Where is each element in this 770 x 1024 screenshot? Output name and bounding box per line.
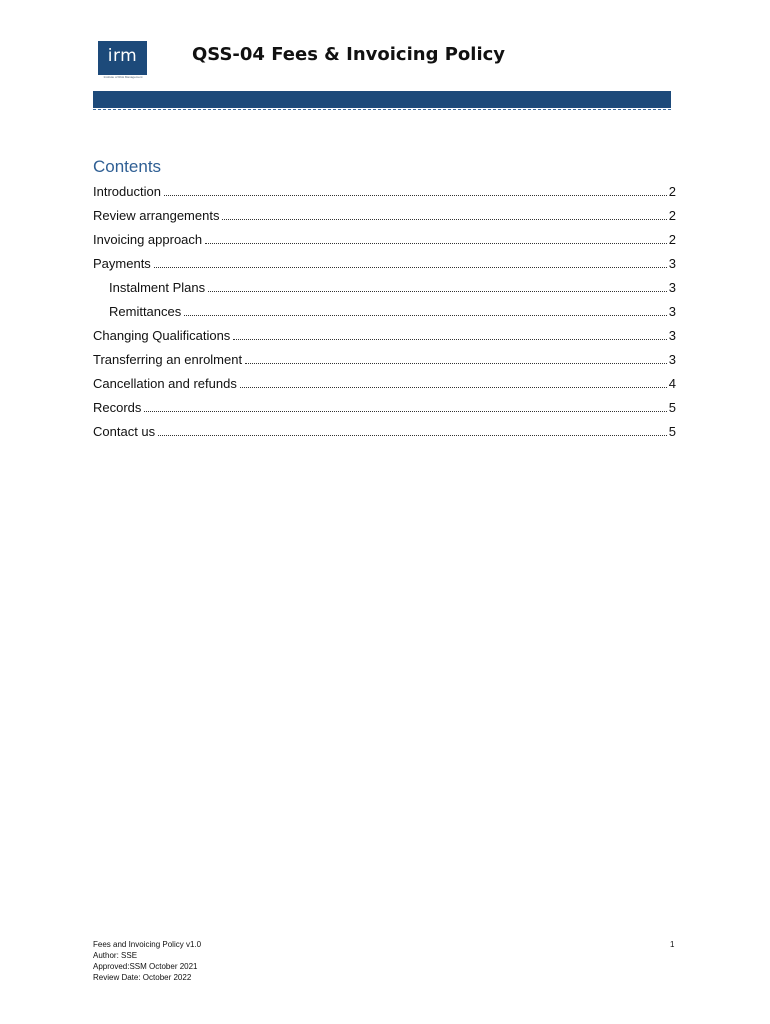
- logo-subtext: Institute of Risk Management: [103, 75, 143, 79]
- toc-label: Cancellation and refunds: [93, 376, 237, 391]
- toc-page: 3: [668, 352, 676, 367]
- toc-item-instalment-plans[interactable]: [93, 276, 678, 300]
- logo-text: irm: [107, 46, 138, 66]
- toc-leader: [245, 362, 667, 364]
- toc-item-records[interactable]: [93, 396, 678, 420]
- toc-label: Payments: [93, 256, 151, 271]
- toc-page: 5: [668, 424, 676, 439]
- toc-page: 3: [668, 304, 676, 319]
- toc-label: Transferring an enrolment: [93, 352, 243, 367]
- toc-item-cancellation-and-refunds[interactable]: [93, 372, 678, 396]
- toc-leader: [158, 434, 667, 436]
- toc-page: 3: [668, 256, 676, 271]
- toc-item-remittances[interactable]: [93, 300, 678, 324]
- toc-page: 4: [668, 376, 676, 391]
- document-title: QSS-04 Fees & Invoicing Policy: [192, 44, 506, 65]
- page-number: 1: [670, 940, 675, 949]
- toc-item-changing-qualifications[interactable]: [93, 324, 678, 348]
- toc-item-transferring-an-enrolment[interactable]: [93, 348, 678, 372]
- toc-leader: [154, 266, 667, 268]
- toc-page: 2: [668, 208, 676, 223]
- toc-label: Review arrangements: [93, 208, 220, 223]
- toc-label: Remittances: [109, 304, 182, 319]
- toc-leader: [222, 218, 666, 220]
- toc-label: Contact us: [93, 424, 156, 439]
- toc-page: 2: [668, 184, 676, 199]
- toc-item-introduction[interactable]: [93, 180, 678, 204]
- toc-item-invoicing-approach[interactable]: [93, 228, 678, 252]
- footer-review-date: Review Date: October 2022: [93, 973, 192, 982]
- toc-leader: [205, 242, 667, 244]
- toc-item-payments[interactable]: [93, 252, 678, 276]
- toc-leader: [144, 410, 666, 412]
- toc-page: 3: [668, 280, 676, 295]
- header-rule: [93, 109, 671, 112]
- footer-author: Author: SSE: [93, 951, 138, 960]
- table-of-contents: [93, 180, 678, 444]
- toc-label: Introduction: [93, 184, 161, 199]
- footer: [93, 939, 201, 983]
- toc-leader: [233, 338, 666, 340]
- toc-leader: [208, 290, 667, 292]
- toc-leader: [184, 314, 667, 316]
- toc-leader: [164, 194, 667, 196]
- toc-page: 2: [668, 232, 676, 247]
- toc-label: Records: [93, 400, 142, 415]
- header-bar: [93, 91, 671, 108]
- toc-page: 5: [668, 400, 676, 415]
- irm-logo: [98, 41, 147, 75]
- footer-document-version: Fees and Invoicing Policy v1.0: [93, 940, 202, 949]
- toc-label: Instalment Plans: [109, 280, 206, 295]
- toc-label: Changing Qualifications: [93, 328, 231, 343]
- toc-page: 3: [668, 328, 676, 343]
- toc-item-contact-us[interactable]: [93, 420, 678, 444]
- toc-item-review-arrangements[interactable]: [93, 204, 678, 228]
- toc-label: Invoicing approach: [93, 232, 203, 247]
- contents-heading: Contents: [93, 157, 162, 176]
- toc-leader: [240, 386, 667, 388]
- footer-approved: Approved:SSM October 2021: [93, 962, 198, 971]
